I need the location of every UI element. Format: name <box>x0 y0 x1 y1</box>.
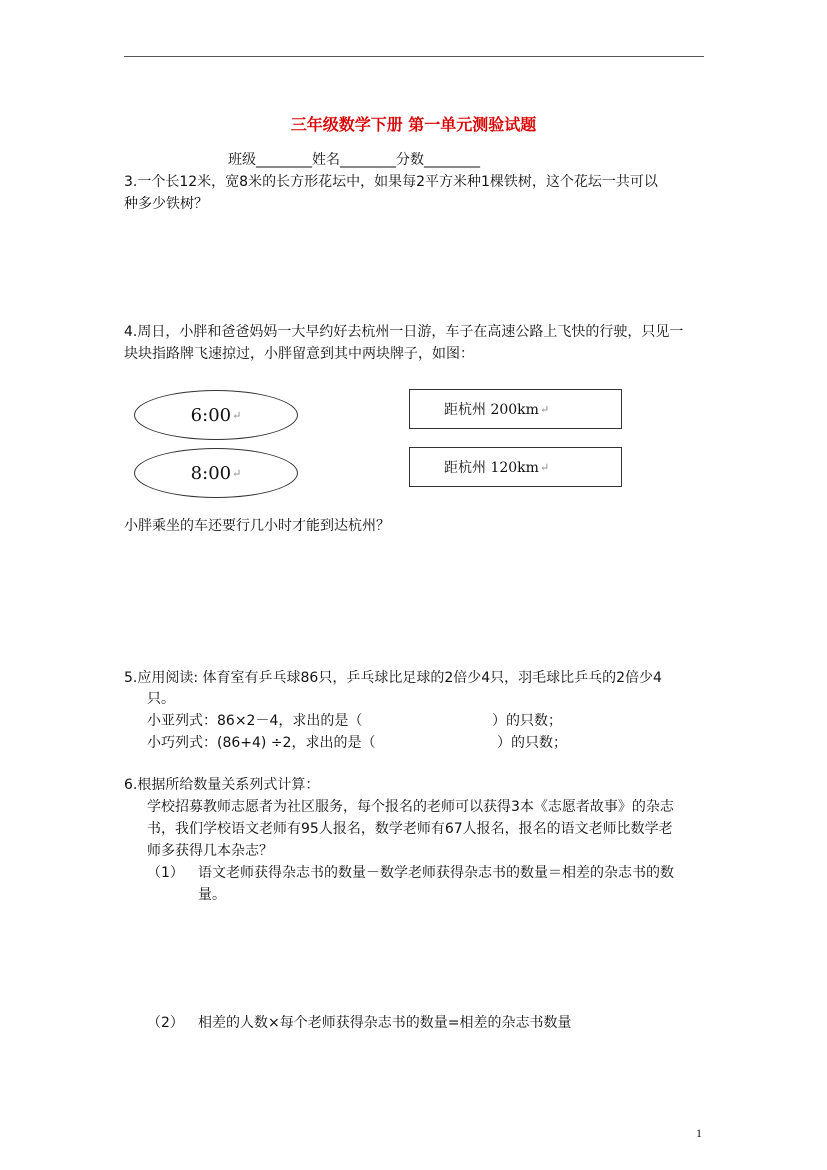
q5-line1: 5.应用阅读: 体育室有乒乓球86只，乒乓球比足球的2倍少4只，羽毛球比乒乓的2倍少4 <box>124 670 662 686</box>
sign-2-text: 距杭州 120km <box>444 460 539 476</box>
xiaoqiao-prefix: 小巧列式：(86+4) ÷2，求出的是（ <box>147 735 376 751</box>
q4-question: 小胖乘坐的车还要行几小时才能到达杭州？ <box>124 518 390 534</box>
sub1-line2: 量。 <box>198 887 226 903</box>
return-mark-icon: ↵ <box>232 466 242 480</box>
time-ellipse-1 <box>134 390 298 440</box>
q5-line2: 只。 <box>147 691 175 707</box>
q3-line2: 种多少铁树？ <box>124 196 208 212</box>
xiaoya-prefix: 小亚列式：86×2－4，求出的是（ <box>147 713 363 729</box>
q6-para-line1: 学校招募教师志愿者为社区服务，每个报名的老师可以获得3本《志愿者故事》的杂志 <box>147 799 674 815</box>
sub1-number: （1） <box>147 865 184 881</box>
header-fields: 班级________姓名________分数________ <box>228 152 480 168</box>
sub2-number: （2） <box>147 1015 184 1031</box>
page-number: 1 <box>696 1126 702 1140</box>
return-mark-icon: ↵ <box>232 408 242 422</box>
sub1-line1: 语文老师获得杂志书的数量－数学老师获得杂志书的数量＝相差的杂志书的数 <box>198 865 674 881</box>
xiaoya-suffix: ）的只数； <box>492 713 562 729</box>
xiaoqiao-suffix: ）的只数； <box>497 735 567 751</box>
q6-para-line2: 书，我们学校语文老师有95人报名，数学老师有67人报名，报名的语文老师比数学老 <box>147 821 673 837</box>
sub2-text: 相差的人数×每个老师获得杂志书的数量=相差的杂志书数量 <box>198 1015 572 1031</box>
q4-line1: 4.周日，小胖和爸爸妈妈一大早约好去杭州一日游，车子在高速公路上飞快的行驶，只见一 <box>124 324 684 340</box>
road-sign-2 <box>409 447 622 487</box>
sign-1-text: 距杭州 200km <box>444 402 539 418</box>
q6-line1: 6.根据所给数量关系列式计算： <box>124 777 320 793</box>
header-rule <box>124 56 704 57</box>
time-2: 8:00 <box>190 462 232 484</box>
return-mark-icon: ↵ <box>539 460 550 474</box>
q3-line1: 3.一个长12米，宽8米的长方形花坛中，如果每2平方米种1棵铁树，这个花坛一共可以 <box>124 174 658 190</box>
time-1: 6:00 <box>190 404 232 426</box>
road-sign-1 <box>409 389 622 429</box>
q4-line2: 块块指路牌飞速掠过，小胖留意到其中两块牌子，如图： <box>124 346 474 362</box>
page-title: 三年级数学下册 第一单元测验试题 <box>290 115 537 134</box>
q6-para-line3: 师多获得几本杂志？ <box>147 843 273 859</box>
return-mark-icon: ↵ <box>539 402 550 416</box>
time-ellipse-2 <box>134 448 298 498</box>
